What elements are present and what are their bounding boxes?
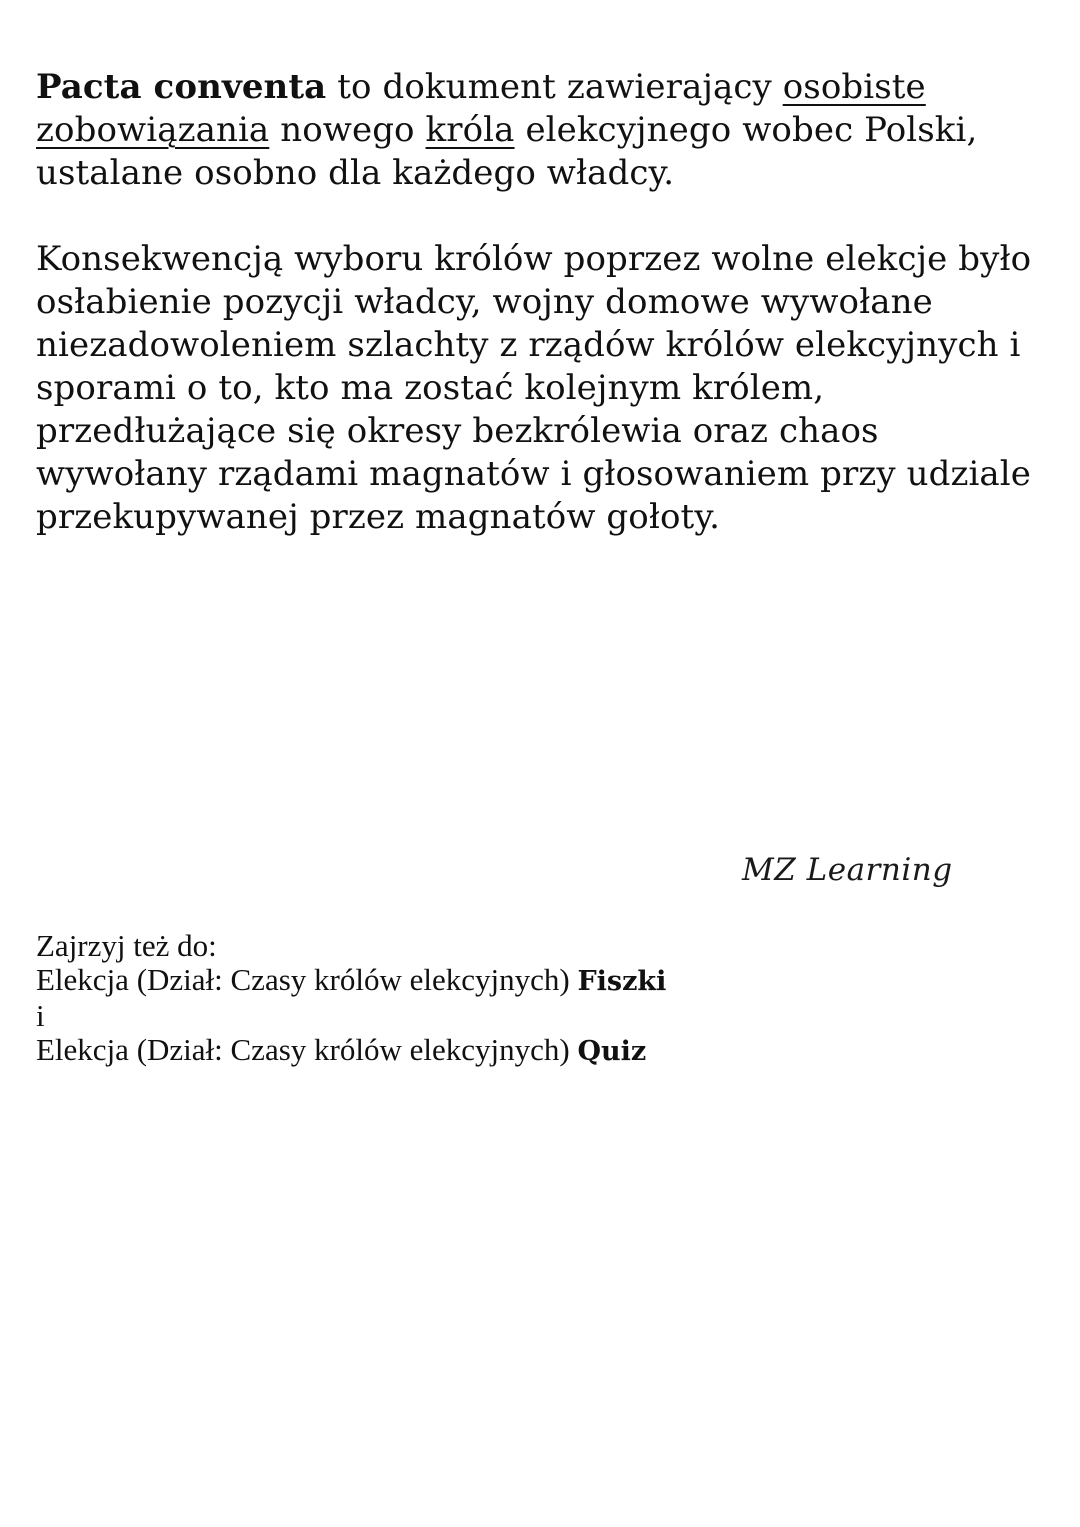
see-also-intro: Zajrzyj też do: bbox=[36, 928, 217, 963]
definition-text-a: to dokument zawierający bbox=[326, 67, 783, 107]
definition-paragraph bbox=[36, 66, 1056, 195]
fiszki-link[interactable]: Fiszki bbox=[577, 966, 667, 997]
underlined-krola: króla bbox=[425, 110, 515, 150]
definition-text-b: nowego bbox=[269, 110, 426, 150]
underlined-osobiste: osobiste bbox=[782, 67, 926, 107]
quiz-link[interactable]: Quiz bbox=[577, 1036, 647, 1067]
definition-text-c: elekcyjnego wobec Polski, ustalane osobno dla każdego władcy. bbox=[36, 110, 978, 193]
term-pacta-conventa: Pacta conventa bbox=[36, 67, 327, 107]
see-also-section bbox=[36, 929, 936, 1069]
mz-learning-signature: MZ Learning bbox=[742, 852, 953, 888]
see-also-item-fiszki-text: Elekcja (Dział: Czasy królów elekcyjnych) bbox=[36, 962, 578, 997]
see-also-item-quiz-text: Elekcja (Dział: Czasy królów elekcyjnych) bbox=[36, 1032, 578, 1067]
consequences-paragraph: Konsekwencją wyboru królów poprzez wolne elekcje było osłabienie pozycji władcy, wojny domowe wywołane niezadowoleniem szlachty z rządów królów elekcyjnych i sporami o to, kto ma zostać kolejnym królem, przedłużające się okresy bezkrólewia oraz chaos wywołany rządami magnatów i głosowaniem przy udziale przekupywanej przez magnatów gołoty. bbox=[36, 239, 1032, 537]
see-also-item-quiz[interactable] bbox=[36, 1033, 936, 1069]
underlined-zobowiazania: zobowiązania bbox=[36, 110, 270, 150]
see-also-item-fiszki[interactable] bbox=[36, 963, 936, 999]
see-also-connector: i bbox=[36, 998, 45, 1033]
